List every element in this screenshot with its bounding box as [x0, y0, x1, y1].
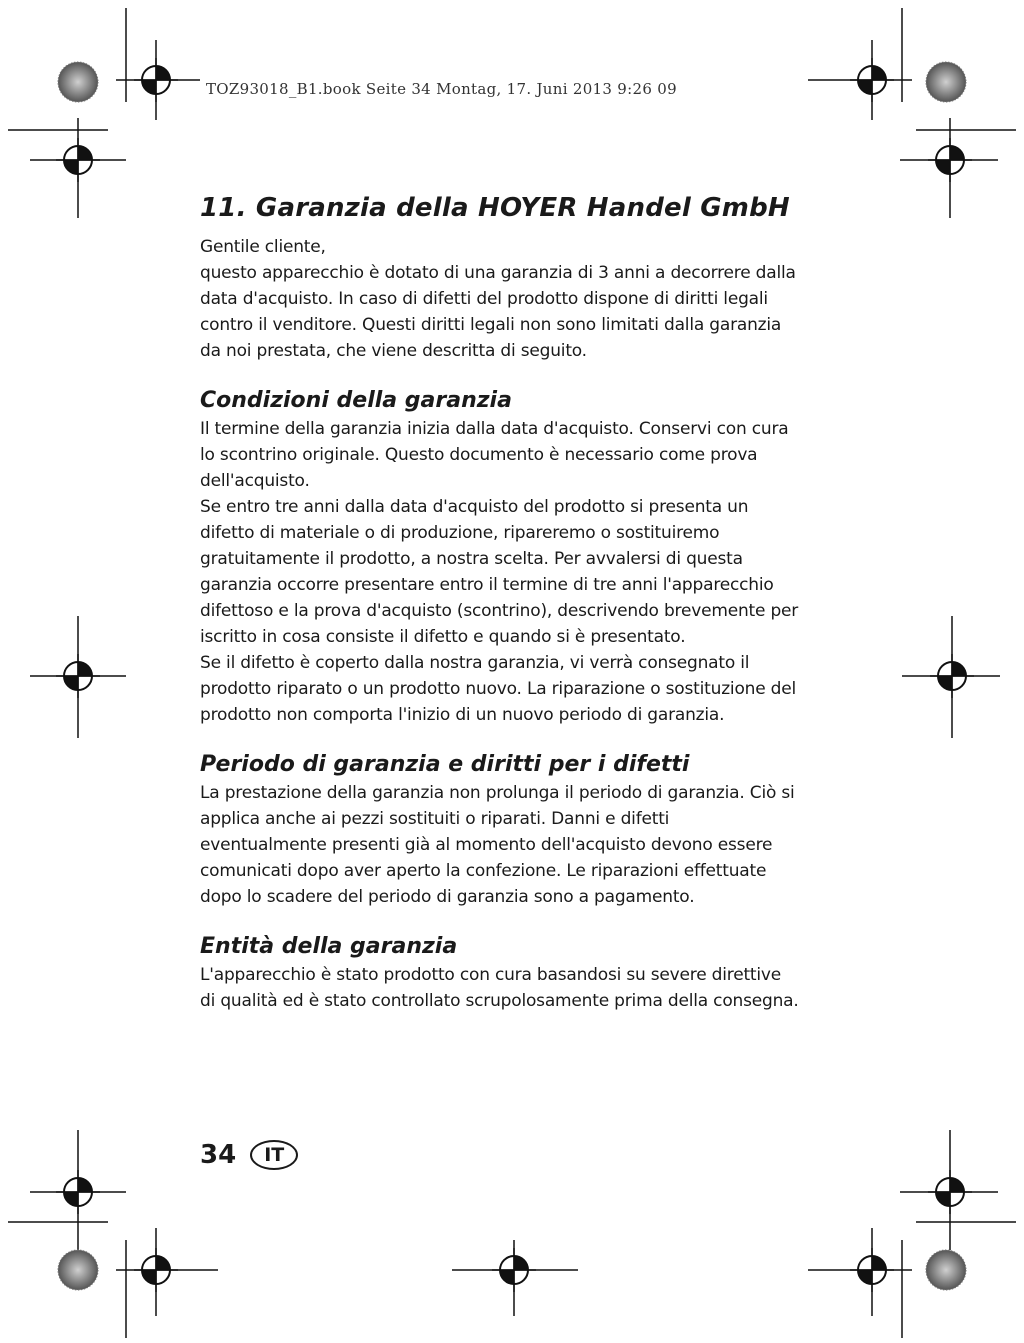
- section-heading-period: Periodo di garanzia e diritti per i difetti: [200, 752, 690, 777]
- intro-paragraph: questo apparecchio è dotato di una garanzia di 3 anni a decorrere dalla data d'acquisto. In caso di difetti del prodotto dispone di diritti legali contro il venditore. Questi diritti legali non sono limitati dalla garanzia da noi prestata, che viene descritta di seguito.: [200, 263, 796, 361]
- paragraph: Se entro tre anni dalla data d'acquisto del prodotto si presenta un difetto di materiale o di produzione, ripareremo o sostituiremo gratuitamente il prodotto, a nostra scelta. Per avvalersi di questa garanzia occorre presentare entro il termine di tre anni l'apparecchio difettoso e la prova d'acquisto (scontrino), descrivendo brevemente per iscritto in cosa consiste il difetto e quando si è presentato.: [200, 497, 799, 647]
- section-heading-scope: Entità della garanzia: [200, 934, 458, 959]
- language-badge: IT: [250, 1140, 298, 1170]
- print-slug: TOZ93018_B1.book Seite 34 Montag, 17. Juni 2013 9:26 09: [206, 80, 677, 98]
- paragraph: La prestazione della garanzia non prolunga il periodo di garanzia. Ciò si applica anche ai pezzi sostituiti o riparati. Danni e difetti eventualmente presenti già al momento dell'acquisto devono essere comunicati dopo aver aperto la confezione. Le riparazioni effettuate dopo lo scadere del periodo di garanzia sono a pagamento.: [200, 783, 795, 907]
- paragraph: L'apparecchio è stato prodotto con cura basandosi su severe direttive di qualità ed è stato controllato scrupolosamente prima della consegna.: [200, 965, 799, 1011]
- paragraph: Il termine della garanzia inizia dalla data d'acquisto. Conservi con cura lo scontrino originale. Questo documento è necessario come prova dell'acquisto.: [200, 419, 789, 491]
- section-heading-conditions: Condizioni della garanzia: [200, 388, 512, 413]
- paragraph: Se il difetto è coperto dalla nostra garanzia, vi verrà consegnato il prodotto riparato o un prodotto nuovo. La riparazione o sostituzione del prodotto non comporta l'inizio di un nuovo periodo di garanzia.: [200, 653, 797, 725]
- page-title: 11. Garanzia della HOYER Handel GmbH: [200, 193, 790, 223]
- page-footer: [200, 1135, 298, 1175]
- intro-greeting: Gentile cliente,: [200, 237, 326, 257]
- page-number: 34: [200, 1140, 237, 1170]
- page-content: [200, 188, 800, 1014]
